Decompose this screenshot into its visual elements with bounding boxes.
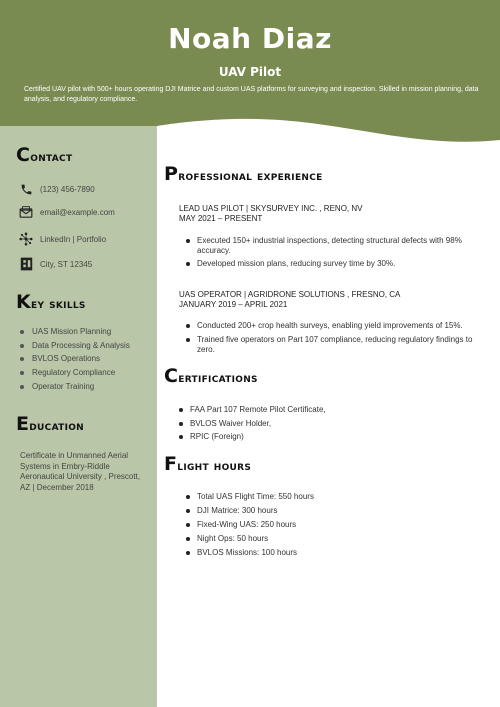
flight-hours-item: Night Ops: 50 hours xyxy=(186,534,486,544)
job-bullet: Trained five operators on Part 107 compliance, reducing regulatory findings to zero. xyxy=(186,335,486,355)
flight-hours-item: BVLOS Missions: 100 hours xyxy=(186,548,486,558)
flight-hours-item: Total UAS Flight Time: 550 hours xyxy=(186,492,486,502)
flight-hours-list xyxy=(186,492,486,558)
candidate-name: Noah Diaz xyxy=(168,22,332,55)
network-icon xyxy=(18,232,34,246)
phone-text: (123) 456-7890 xyxy=(40,184,95,194)
location-icon xyxy=(18,257,34,271)
job-dates: JANUARY 2019 – APRIL 2021 xyxy=(179,300,288,309)
flight-hours-heading: Flight hours xyxy=(164,453,252,475)
education-heading: Education xyxy=(16,413,85,435)
skill-item: Regulatory Compliance xyxy=(20,368,130,382)
skills-heading: Key skills xyxy=(16,291,86,313)
phone-icon xyxy=(18,182,34,196)
flight-hours-item: Fixed-Wing UAS: 250 hours xyxy=(186,520,486,530)
job-title: LEAD UAS PILOT | SKYSURVEY INC. , RENO, NV xyxy=(179,204,363,213)
skill-item: Operator Training xyxy=(20,382,130,396)
contact-location xyxy=(18,257,92,271)
certification-item: BVLOS Waiver Holder, xyxy=(179,419,479,429)
certification-item: RPIC (Foreign) xyxy=(179,432,479,442)
education-entry: Certificate in Unmanned Aerial Systems in Embry-Riddle Aeronautical University , Prescott, AZ | December 2018 xyxy=(20,451,141,492)
contact-links[interactable] xyxy=(18,232,106,246)
job-bullets xyxy=(186,321,486,355)
job-bullets xyxy=(186,236,486,269)
links-text: LinkedIn | Portfolio xyxy=(40,234,107,244)
flight-hours-item: DJI Matrice: 300 hours xyxy=(186,506,486,516)
certifications-list xyxy=(179,405,479,442)
contact-phone xyxy=(18,182,95,196)
resume-header xyxy=(0,0,500,160)
candidate-role: UAV Pilot xyxy=(218,65,282,79)
profile-summary: Certified UAV pilot with 500+ hours operating DJI Matrice and custom UAS platforms for surveying and inspection. Skilled in mission planning, data analysis, and regulatory compliance. xyxy=(24,86,479,103)
skill-item: UAS Mission Planning xyxy=(20,327,130,341)
skill-item: Data Processing & Analysis xyxy=(20,341,130,355)
skill-item: BVLOS Operations xyxy=(20,354,130,368)
experience-heading: Professional experience xyxy=(164,163,323,185)
skills-list xyxy=(20,327,130,395)
job-bullet: Executed 150+ industrial inspections, detecting structural defects with 98% accuracy. xyxy=(186,236,486,256)
mail-icon xyxy=(18,205,34,219)
contact-email[interactable] xyxy=(18,205,115,219)
certification-item: FAA Part 107 Remote Pilot Certificate, xyxy=(179,405,479,415)
job-bullet: Developed mission plans, reducing survey time by 30%. xyxy=(186,259,486,269)
job-dates: MAY 2021 – PRESENT xyxy=(179,214,263,223)
job-title: UAS OPERATOR | AGRIDRONE SOLUTIONS , FRESNO, CA xyxy=(179,290,401,299)
location-text: City, ST 12345 xyxy=(40,259,93,269)
email-text: email@example.com xyxy=(40,207,115,217)
job-bullet: Conducted 200+ crop health surveys, enabling yield improvements of 15%. xyxy=(186,321,486,331)
certifications-heading: Certifications xyxy=(164,365,258,387)
contact-heading: Contact xyxy=(16,144,73,166)
